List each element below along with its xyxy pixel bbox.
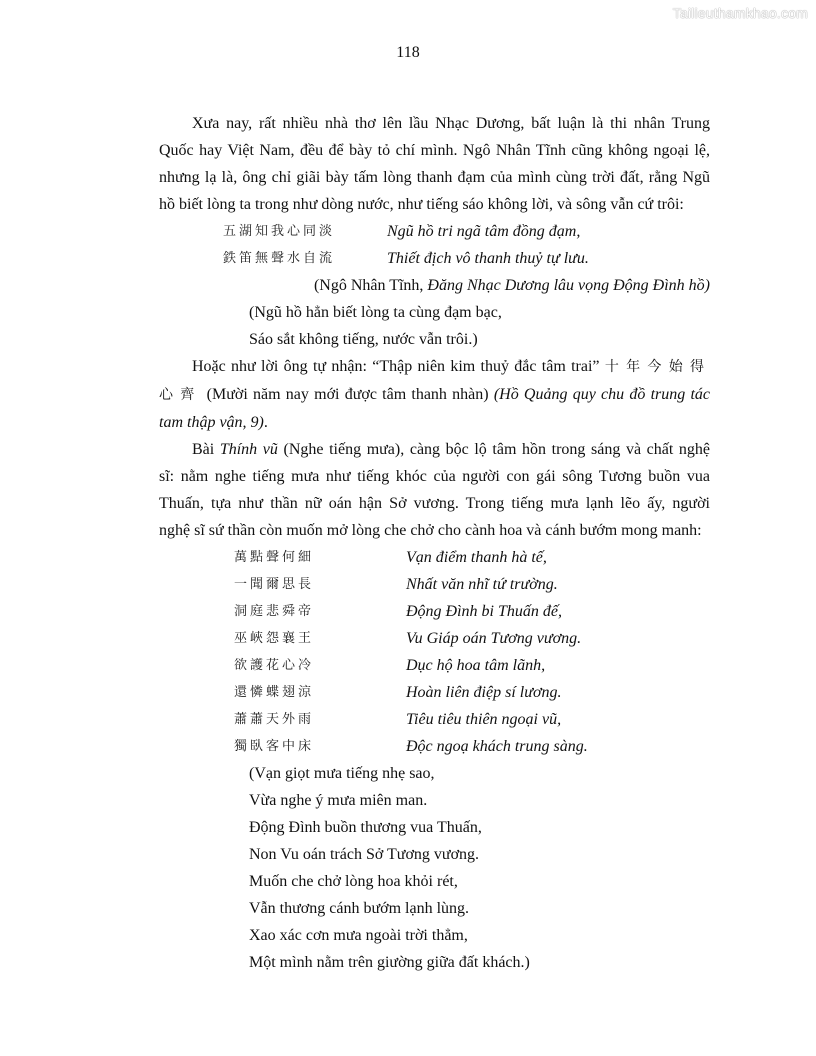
source-title: (Hồ Quảng quy chu đồ trung tác	[493, 386, 711, 403]
text-line: sĩ: nằm nghe tiếng mưa như tiếng khóc của người con gái sông Tương buồn vua	[159, 468, 710, 485]
watermark: Tailieuthamkhao.com	[672, 5, 808, 21]
paragraph-1	[159, 110, 710, 218]
translation-line: Một mình nằm trên giường giữa đất khách.)	[249, 954, 530, 971]
poem-viet-text: Dục hộ hoa tâm lãnh,	[406, 657, 546, 674]
text-segment: (Nghe tiếng mưa), càng bộc lộ tâm hồn trong sáng và chất nghệ	[277, 441, 711, 458]
text-line	[159, 353, 710, 381]
poem-han-text: 一聞爾思長	[234, 577, 315, 592]
page-content	[159, 110, 710, 976]
poem-viet-text: Vạn điểm thanh hà tế,	[406, 549, 547, 566]
poem-han-text: 欲護花心冷	[234, 658, 315, 673]
paragraph-2	[159, 353, 710, 436]
text-line	[159, 381, 710, 409]
translation-line: Vẫn thương cánh bướm lạnh lùng.	[249, 900, 470, 917]
poem-viet-text: Vu Giáp oán Tương vương.	[406, 630, 582, 647]
translation-line: Động Đình buồn thương vua Thuấn,	[249, 819, 482, 836]
text-line	[159, 436, 710, 463]
poem-row	[159, 571, 710, 598]
text-line: nghệ sĩ sứ thần còn muốn mở lòng che chở cho cành hoa và cánh bướm mong manh:	[159, 522, 702, 539]
text-line	[159, 409, 710, 436]
poem-han-text: 洞庭悲舜帝	[234, 604, 315, 619]
poem-han-text: 還憐蝶翅涼	[234, 685, 315, 700]
poem-row	[159, 625, 710, 652]
poem-1-translation	[159, 299, 710, 353]
attribution-title: Đăng Nhạc Dương lâu vọng Động Đình hồ)	[427, 277, 710, 294]
translation-line: Vừa nghe ý mưa miên man.	[249, 792, 428, 809]
poem-row	[159, 733, 710, 760]
poem-han-text: 萬點聲何細	[234, 550, 315, 565]
poem-row	[159, 706, 710, 733]
poem-row	[159, 598, 710, 625]
text-segment: Hoặc như lời ông tự nhận: “Thập niên kim thuỷ đắc tâm trai”	[192, 358, 600, 375]
poem-2-translation	[159, 760, 710, 976]
page-number: 118	[396, 44, 420, 61]
translation-line: Muốn che chở lòng hoa khỏi rét,	[249, 873, 458, 890]
poem-attribution	[159, 272, 710, 299]
poem-viet-text: Ngũ hồ tri ngã tâm đồng đạm,	[387, 223, 581, 240]
poem-viet-text: Động Đình bi Thuấn đế,	[406, 603, 562, 620]
poem-han-text: 鉄笛無聲水自流	[223, 251, 336, 266]
poem-han-text: 五湖知我心同淡	[223, 224, 336, 239]
text-line: Thuấn, tựa như thần nữ oán hận Sở vương. Trong tiếng mưa lạnh lẽo ấy, người	[159, 495, 710, 512]
translation-line: Sáo sắt không tiếng, nước vẫn trôi.)	[249, 331, 478, 348]
text-line: Xưa nay, rất nhiều nhà thơ lên lầu Nhạc Dương, bất luận là thi nhân Trung	[192, 115, 710, 132]
poem-row	[159, 218, 710, 245]
poem-1	[159, 218, 710, 272]
text-line: nhưng lạ là, ông chỉ giãi bày tấm lòng thanh đạm của mình cùng trời đất, rằng Ngũ	[159, 169, 710, 186]
translation-line: (Vạn giọt mưa tiếng nhẹ sao,	[249, 765, 435, 782]
translation-line: Non Vu oán trách Sở Tương vương.	[249, 846, 480, 863]
poem-row	[159, 652, 710, 679]
poem-2	[159, 544, 710, 760]
text-line: hồ biết lòng ta trong như dòng nước, như tiếng sáo không lời, và sông vẫn cứ trôi:	[159, 196, 684, 213]
poem-viet-text: Độc ngoạ khách trung sàng.	[406, 738, 588, 755]
poem-viet-text: Thiết địch vô thanh thuỷ tự lưu.	[387, 250, 589, 267]
poem-row	[159, 679, 710, 706]
source-title: tam thập vận, 9)	[159, 414, 264, 431]
poem-han-text: 蕭蕭天外雨	[234, 712, 315, 727]
poem-title: Thính vũ	[219, 441, 278, 458]
poem-viet-text: Hoàn liên điệp sí lương.	[406, 684, 562, 701]
poem-han-text: 巫峽怨襄王	[234, 631, 315, 646]
poem-row	[159, 245, 710, 272]
text-segment: Bài	[192, 441, 220, 458]
paragraph-3	[159, 436, 710, 544]
poem-row	[159, 544, 710, 571]
translation-line: (Ngũ hồ hẳn biết lòng ta cùng đạm bạc,	[249, 304, 502, 321]
text-line: Quốc hay Việt Nam, đều để bày tỏ chí mình. Ngô Nhân Tĩnh cũng không ngoại lệ,	[159, 142, 710, 159]
poem-viet-text: Tiêu tiêu thiên ngoại vũ,	[406, 711, 562, 728]
han-text: 心齊	[159, 387, 202, 403]
text-segment: .	[263, 414, 268, 431]
han-text: 十年今始得	[604, 359, 711, 375]
poem-viet-text: Nhất văn nhĩ tứ trường.	[406, 576, 558, 593]
poem-han-text: 獨臥客中床	[234, 739, 315, 754]
attribution-author: (Ngô Nhân Tĩnh,	[313, 277, 428, 294]
text-segment: (Mười năm nay mới được tâm thanh nhàn)	[201, 386, 494, 403]
translation-line: Xao xác cơn mưa ngoài trời thẳm,	[249, 927, 468, 944]
